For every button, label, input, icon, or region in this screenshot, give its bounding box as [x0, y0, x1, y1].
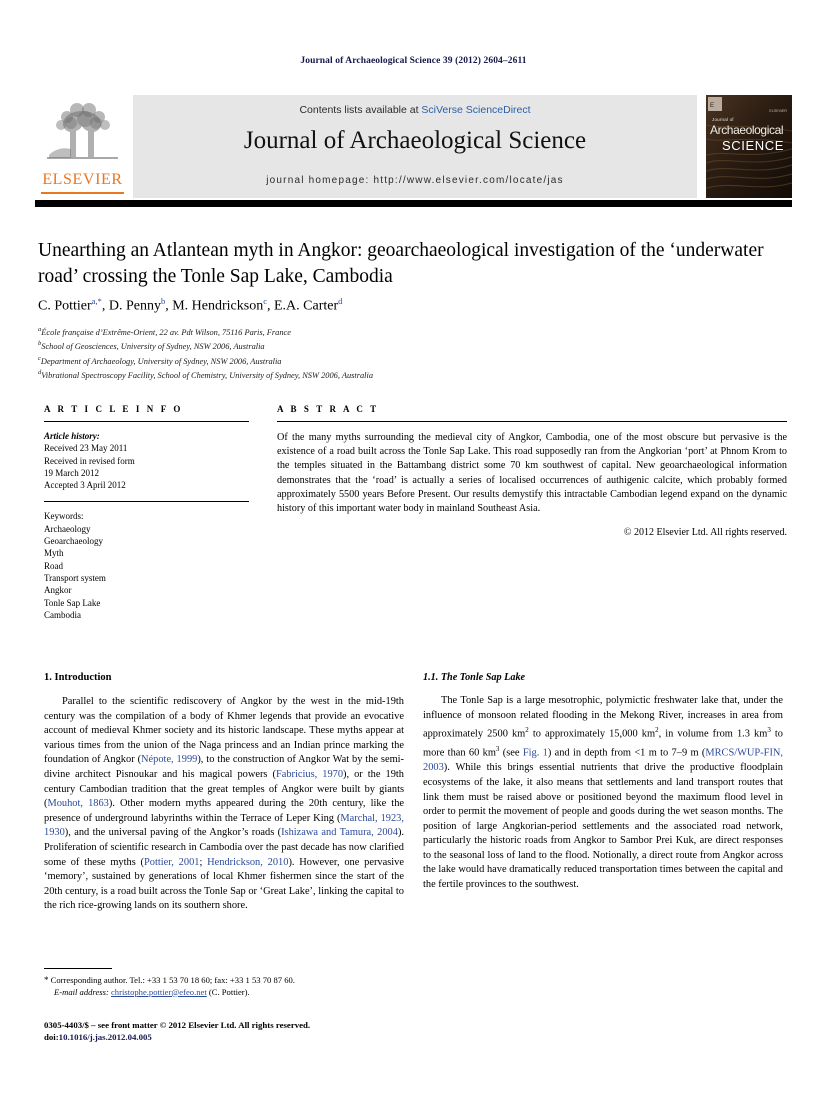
author-name: D. Penny	[108, 298, 161, 314]
para-text: , in volume from 1.3 km	[658, 728, 768, 740]
para-text: ). Proliferation of scientific research in Cambodia over the past decade has now clarified some of these myths (	[44, 827, 404, 868]
keyword-item: Transport system	[44, 572, 106, 583]
body-column-left	[44, 672, 404, 914]
email-suffix: (C. Pottier).	[206, 986, 250, 997]
footnote-line	[44, 975, 404, 987]
affiliation-list	[38, 324, 778, 382]
journal-cover-thumbnail	[706, 95, 792, 198]
article-history-label: Article history:	[44, 431, 100, 441]
masthead-center-panel	[133, 95, 697, 198]
abstract-copyright: © 2012 Elsevier Ltd. All rights reserved.	[623, 527, 787, 539]
footnote-marker: *	[44, 975, 49, 985]
sciencedirect-link[interactable]: SciVerse ScienceDirect	[421, 104, 531, 116]
para-text: (see	[499, 747, 523, 759]
issn-front-matter: 0305-4403/$ – see front matter © 2012 Elsevier Ltd. All rights reserved.	[44, 1020, 311, 1030]
citation-link[interactable]: Mouhot, 1863	[47, 798, 109, 810]
keyword-item: Archaeology	[44, 523, 91, 534]
cover-line-archaeological: Archaeological	[710, 123, 784, 137]
author-affil-mark: a,*	[91, 296, 102, 306]
author-list: C. Pottier$^{a,*}$, D. Penny$^b$, M. Hendrickson$^c$, E.A. Carter$^d$	[38, 296, 343, 314]
author-affil-mark: c	[263, 296, 267, 306]
citation-link[interactable]: Népote, 1999	[141, 754, 198, 766]
affiliation-item	[38, 353, 778, 367]
cover-line-science: SCIENCE	[722, 138, 784, 153]
journal-masthead	[35, 95, 792, 198]
superscript-unit: 2	[655, 726, 659, 735]
superscript-unit: 2	[525, 726, 529, 735]
para-text: ). Other modern myths appeared during the 20th century, like the presence of underground labyrinths within the Terrace of Leper King (	[44, 798, 404, 824]
para-text: ), or the 19th century Cambodian tradition that the great temples of Angkor were built by giants (	[44, 768, 404, 810]
abstract-text: Of the many myths surrounding the medieval city of Angkor, Cambodia, one of the most obscure but pervasive is the existence of a road built across the Tonle Sap Lake. This road supposedly ran from the Angkorian ‘port’ at Phnom Krom to the temples situated in the Battambang district some 70 km southwest of capital. New geoarchaeological information demonstrates that the ‘road’ is actually a series of localised occurrences of authigenic calcite, which probably formed approximately 5500 years Before Present. Our results demystify this intractable Cambodian legend expand on the dynamic history of this important water body in mainland Southeast Asia.	[277, 432, 787, 515]
section-heading-introduction: 1. Introduction	[44, 672, 112, 683]
author-name: M. Hendrickson	[172, 298, 264, 314]
keywords-list	[44, 510, 249, 621]
affiliation-mark: a	[38, 326, 42, 333]
para-text: The Tonle Sap is a large mesotrophic, polymictic freshwater lake that, under the influence of monsoon related flooding in the Mekong River, increases in area from approximately 2500 km	[423, 695, 783, 740]
affiliation-text: Vibrational Spectroscopy Facility, School of Chemistry, University of Sydney, NSW 2006, Australia	[41, 370, 374, 380]
journal-homepage-link[interactable]: journal homepage: http://www.elsevier.com/locate/jas	[266, 175, 564, 186]
cover-line-journal-of: Journal of	[712, 117, 734, 122]
elsevier-wordmark: ELSEVIER	[42, 171, 123, 188]
affiliation-item	[38, 367, 778, 381]
citation-link[interactable]: MRCS/WUP-FIN, 2003	[423, 747, 783, 774]
citation-link[interactable]: Hendrickson, 2010	[207, 856, 289, 868]
email-label: E-mail address:	[54, 986, 109, 997]
issn-doi-block	[44, 1020, 424, 1043]
citation-link[interactable]: Pottier, 2001	[144, 856, 200, 868]
figure-link[interactable]: Fig. 1	[522, 747, 548, 759]
para-text: to approximately 15,000 km	[528, 728, 656, 740]
keyword-item: Cambodia	[44, 609, 81, 620]
affiliation-text: Department of Archaeology, University of Sydney, NSW 2006, Australia	[40, 356, 282, 366]
keyword-item: Myth	[44, 548, 64, 559]
svg-text:E: E	[710, 103, 715, 109]
para-text: ). However, one pervasive ‘memory’, sustained by generations of local Khmer fishermen since the start of the 20th century, is a road built across the Tonle Sap or ‘Great Lake’, linking the capital to the rich rice-growing lands on its southern shore.	[44, 856, 404, 912]
affiliation-mark: d	[38, 369, 42, 377]
keyword-item: Geoarchaeology	[44, 536, 103, 547]
affiliation-text: École française d’Extrême-Orient, 22 av. Pdt Wilson, 75116 Paris, France	[41, 327, 291, 337]
contents-prefix: Contents lists available at	[299, 104, 422, 116]
footnote-email-line	[44, 987, 404, 999]
journal-title: Journal of Archaeological Science	[243, 127, 587, 154]
email-link[interactable]: christophe.pottier@efeo.net	[110, 986, 207, 997]
citation-link[interactable]: Marchal, 1923, 1930	[44, 812, 404, 839]
masthead-divider	[35, 200, 792, 207]
article-info-heading: A R T I C L E I N F O	[44, 404, 183, 414]
contents-available-line	[133, 104, 697, 116]
intro-paragraph	[44, 695, 404, 914]
para-text: ). While this brings essential nutrients that drive the productive floodplain ecosystems of the lake, it also means that settlements and land transport routes that link them must be raised above or positioned beyond the maximum flood level in order to permit the movement of people and goods during the wet season months. The position of large Angkorian-period settlements and the associated road network, particularly the historic roads from Angkor to Sambor Prei Kuk, are direct responses to the seasonal loss of land to the flood. Notionally, a direct route from Angkor across the lake would have dramatically reduced transportation times between the capital and the fertile provinces to the southwest.	[423, 762, 783, 891]
author-name: E.A. Carter	[273, 298, 339, 314]
para-text: ;	[199, 856, 208, 868]
abstract-heading: A B S T R A C T	[277, 404, 379, 414]
abstract-block	[277, 404, 787, 538]
doi-line	[44, 1032, 424, 1044]
running-head: Journal of Archaeological Science 39 (2012) 2604–2611	[300, 56, 527, 66]
footnote-text: Corresponding author. Tel.: +33 1 53 70 18 60; fax: +33 1 53 70 87 60.	[48, 975, 295, 985]
article-history	[44, 430, 249, 491]
article-title: Unearthing an Atlantean myth in Angkor: geoarchaeological investigation of the ‘underwater road’ crossing the Tonle Sap Lake, Cambodia	[38, 240, 764, 287]
affiliation-mark: b	[38, 340, 42, 348]
article-history-item: 19 March 2012	[44, 467, 99, 478]
article-history-item: Received in revised form	[44, 455, 135, 466]
keyword-item: Road	[44, 560, 63, 571]
affiliation-item	[38, 324, 778, 338]
para-text: ) and in depth from <1 m to 7–9 m (	[547, 747, 706, 759]
affiliation-text: School of Geosciences, University of Sydney, NSW 2006, Australia	[41, 342, 265, 352]
affiliation-mark: c	[38, 354, 41, 362]
cover-publisher-label: ELSEVIER	[769, 109, 787, 113]
author-affil-mark: b	[160, 296, 166, 306]
keyword-item: Tonle Sap Lake	[44, 597, 101, 608]
article-history-item: Accepted 3 April 2012	[44, 480, 126, 491]
elsevier-logo	[35, 95, 130, 198]
keywords-label: Keywords:	[44, 511, 84, 522]
author-name: C. Pottier	[38, 298, 92, 314]
footnote-corresponding-author	[44, 975, 404, 998]
keywords-rule	[44, 501, 249, 502]
footnote-divider	[44, 968, 112, 969]
article-info-rule	[44, 421, 249, 422]
elsevier-tree-icon	[41, 97, 124, 167]
body-column-right-continuation	[423, 672, 783, 724]
superscript-unit: 3	[767, 726, 771, 735]
para-text: ), and the universal paving of the Angkor’s roads (	[64, 827, 282, 839]
doi-value[interactable]: 10.1016/j.jas.2012.04.005	[58, 1031, 152, 1042]
para-text: to more than 60 km	[423, 728, 783, 759]
para-text: Parallel to the scientific rediscovery of Angkor by the west in the mid-19th century was the compilation of a body of Khmer legends that provide an evocative account of medieval Khmer society and its historic landscape. These myths appear at various times from the union of the Naga princess and an Indian prince marking the foundation of Angkor (	[44, 696, 404, 766]
para-text: ), to the construction of Angkor Wat by the semi-divine architect Pisnoukar and his magical powers (	[44, 754, 405, 780]
section-heading-tonle-sap-lake: 1.1. The Tonle Sap Lake	[423, 672, 526, 683]
elsevier-underline	[41, 192, 124, 194]
abstract-rule	[277, 421, 787, 422]
citation-link[interactable]: Fabricius, 1970	[275, 768, 344, 780]
article-history-item: Received 23 May 2011	[44, 443, 128, 454]
keyword-item: Angkor	[44, 585, 72, 596]
author-affil-mark: d	[338, 296, 343, 306]
affiliation-item	[38, 338, 778, 352]
article-info-block	[44, 404, 249, 621]
doi-label: doi:	[44, 1031, 59, 1042]
citation-link[interactable]: Ishizawa and Tamura, 2004	[281, 827, 398, 839]
superscript-unit: 3	[495, 745, 500, 754]
